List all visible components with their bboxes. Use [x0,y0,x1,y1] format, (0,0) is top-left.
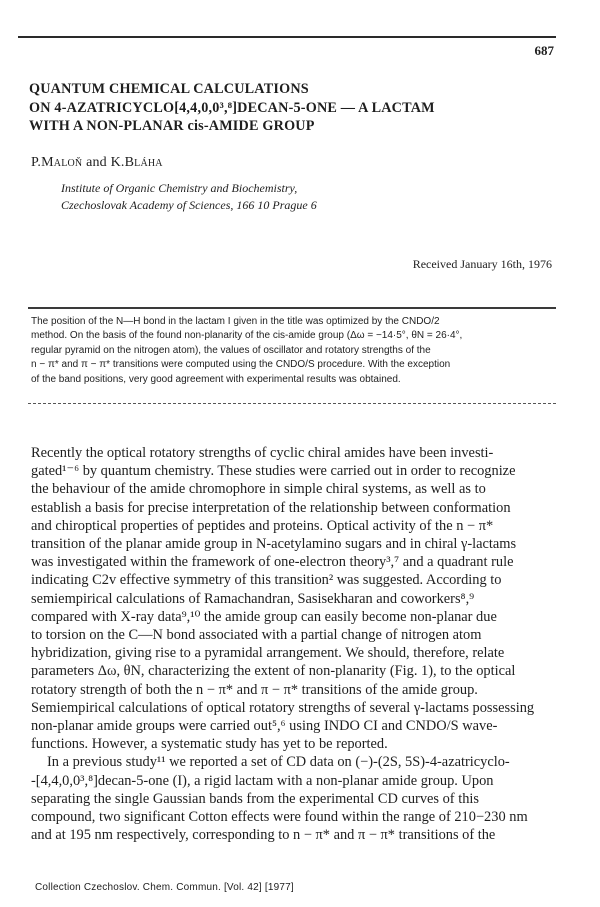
page-number: 687 [534,43,554,58]
journal-footer: Collection Czechoslov. Chem. Commun. [Vol. 42] [1977] [35,882,294,893]
body-line: separating the single Gaussian bands from the experimental CD curves of this [31,790,479,807]
body-line: compound, two significant Cotton effects were found within the range of 210−230 nm [31,809,528,826]
abstract [31,315,551,387]
affiliation-line: Institute of Organic Chemistry and Biochemistry, [61,181,298,195]
abstract-line: method. On the basis of the found non-planarity of the cis-amide group (Δω = −14·5°, θN = 26·4°, [31,330,463,342]
body-line: transition of the planar amide group in N-acetylamino sugars and in chiral γ-lactams [31,536,517,553]
author-conjunction: and [86,155,107,170]
abstract-bottom-rule [28,403,556,404]
body-line: the behaviour of the amide chromophore in simple chiral systems, as well as to [31,481,486,498]
article-title [29,80,569,136]
affiliation [61,180,317,213]
body-line: rotatory strength of both the n − π* and π − π* transitions of the amide group. [31,681,478,698]
body-line: indicating C2v effective symmetry of this transition² was suggested. According to [31,572,502,589]
affiliation-line: Czechoslovak Academy of Sciences, 166 10 Prague 6 [61,197,317,212]
body-line: compared with X-ray data⁹,¹⁰ the amide group can easily become non-planar due [31,608,497,625]
body-line: and at 195 nm respectively, corresponding to n − π* and π − π* transitions of the [31,827,496,844]
body-line: establish a basis for precise interpretation of the relationship between conformation [31,499,511,516]
body-line: and chiroptical properties of peptides and proteins. Optical activity of the n − π* [31,517,494,534]
body-line: Semiempirical calculations of optical rotatory strengths of several γ-lactams possessing [31,699,535,716]
body-line: non-planar amide groups were carried out⁵,⁶ using INDO CI and CNDO/S wave- [31,718,498,735]
authors [31,155,163,171]
body-line: was investigated within the framework of one-electron theory³,⁷ and a quadrant rule [31,554,514,571]
body-line: -[4,4,0,0³,⁸]decan-5-one (I), a rigid lactam with a non-planar amide group. Upon [31,772,494,789]
author-name: P.Maloň [31,155,83,170]
title-line: WITH A NON-PLANAR cis-AMIDE GROUP [29,118,315,134]
body-line: semiempirical calculations of Ramachandran, Sasisekharan and coworkers⁸,⁹ [31,590,475,607]
header-rule [18,36,556,38]
body-line: gated¹⁻⁶ by quantum chemistry. These studies were carried out in order to recognize [31,463,516,480]
received-date: Received January 16th, 1976 [412,257,552,271]
abstract-line: The position of the N—H bond in the lactam I given in the title was optimized by the CNDO/2 [31,316,440,327]
body-line: Recently the optical rotatory strengths of cyclic chiral amides have been investi- [31,445,494,461]
abstract-top-rule [28,307,556,309]
body-line: hybridization, giving rise to a pyramidal arrangement. We should, therefore, relate [31,645,505,662]
abstract-line: n − π* and π − π* transitions were computed using the CNDO/S procedure. With the exception [31,359,451,371]
author-name: K.Bláha [110,155,163,170]
body-line: to torsion on the C—N bond associated with a partial change of nitrogen atom [31,627,482,644]
title-line: QUANTUM CHEMICAL CALCULATIONS [29,81,309,97]
body-text [31,444,559,844]
body-line: parameters Δω, θN, characterizing the extent of non-planarity (Fig. 1), to the optical [31,663,516,680]
abstract-line: regular pyramid on the nitrogen atom), the values of oscillator and rotatory strengths of the [31,344,431,356]
body-line: In a previous study¹¹ we reported a set of CD data on (−)-(2S, 5S)-4-azatricyclo- [47,754,510,771]
abstract-line: of the band positions, very good agreement with experimental results was obtained. [31,373,401,385]
title-line: ON 4-AZATRICYCLO[4,4,0,0³,⁸]DECAN-5-ONE — A LACTAM [29,99,435,116]
body-line: functions. However, a systematic study has yet to be reported. [31,736,388,753]
